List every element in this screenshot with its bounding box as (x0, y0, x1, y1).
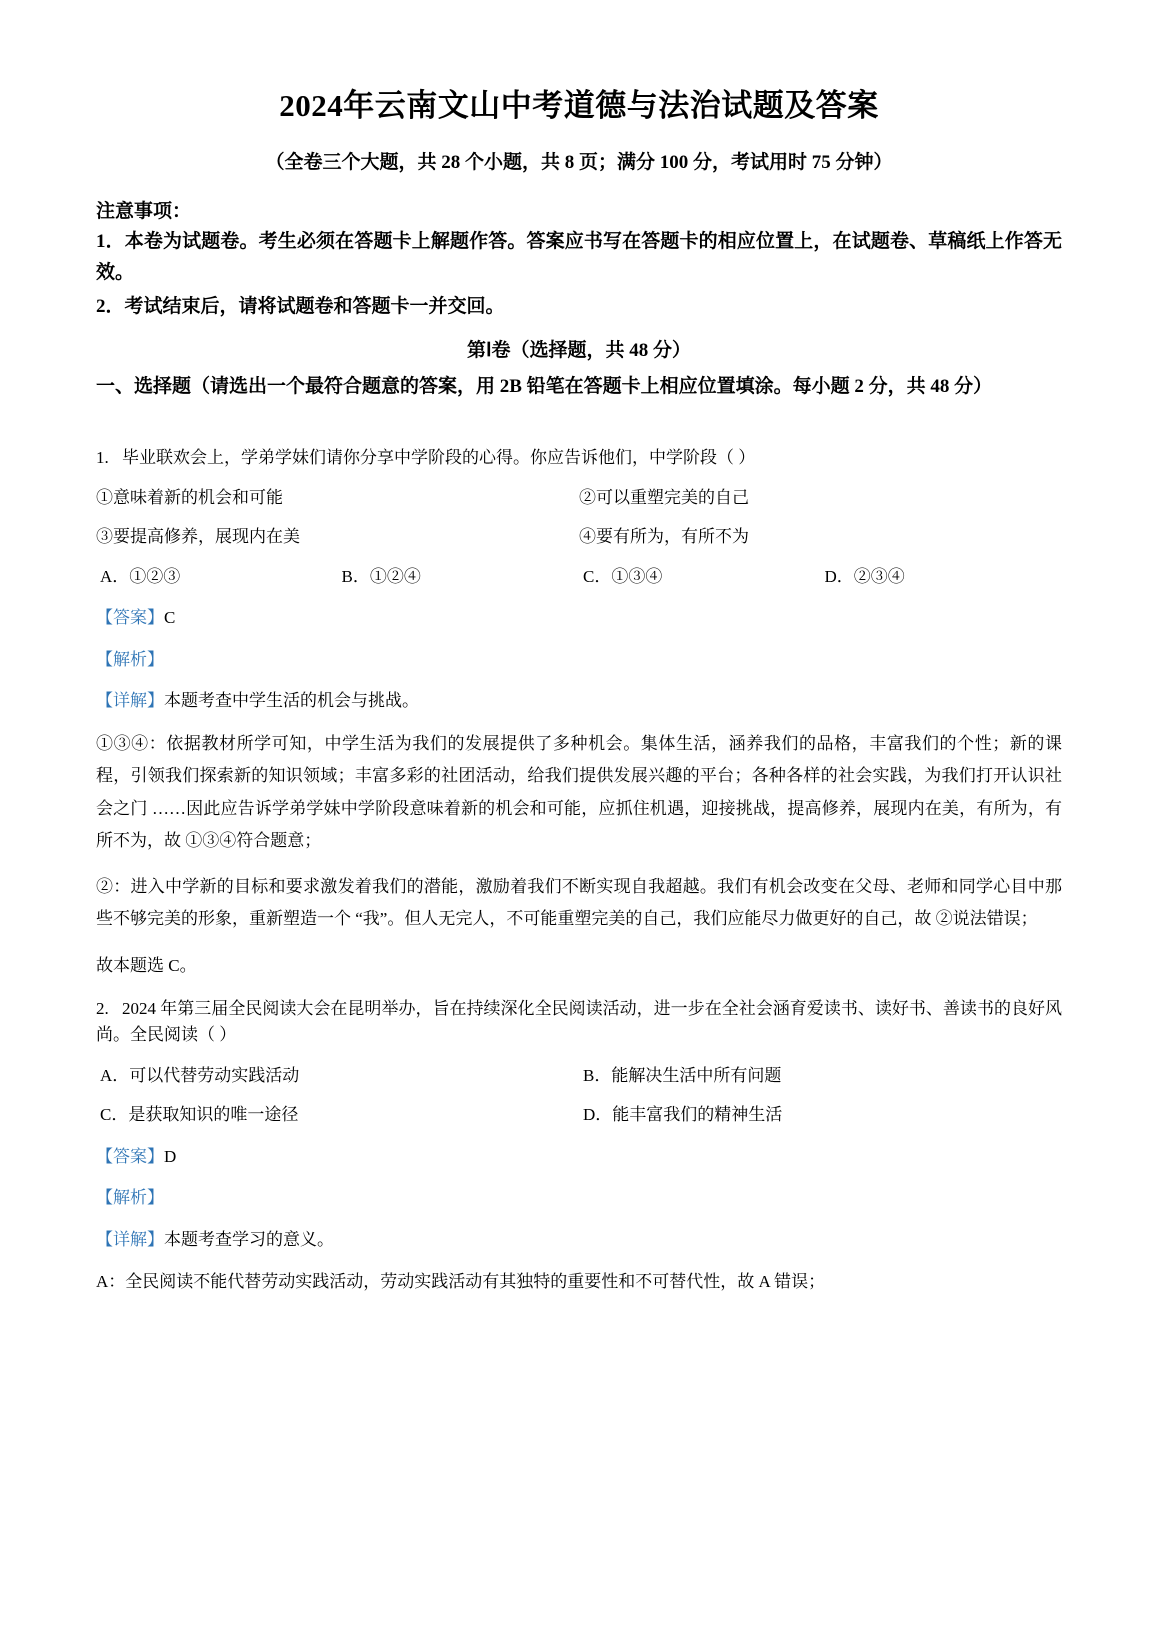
exam-subtitle: （全卷三个大题，共 28 个小题，共 8 页；满分 100 分，考试用时 75 分钟） (265, 152, 893, 174)
question-1-choices (96, 564, 1062, 590)
analysis-paragraph-1-1: ①③④：依据教材所学可知，中学生活为我们的发展提供了多种机会。集体生活，涵养我们的品格，丰富我们的个性；新的课程，引领我们探索新的知识领域；丰富多彩的社团活动，给我们提供发展兴趣的平台；各种各样的社会实践，为我们打开认识社会之门 ……因此应告诉学弟学妹中学阶段意味着新的机会和可能，应抓住机遇，迎接挑战，提高修养，展现内在美，有所为，有所不为，故 ①③④符合题意； (96, 733, 1062, 850)
detail-line-2 (96, 1227, 1062, 1253)
analysis-tag-line-2 (96, 1185, 1062, 1211)
analysis-paragraph-2-1: A：全民阅读不能代替劳动实践活动，劳动实践活动有其独特的重要性和不可替代性，故 A 错误； (96, 1272, 826, 1292)
analysis-tag-2: 【解析】 (96, 1188, 164, 1208)
answer-value-2: D (164, 1146, 177, 1166)
question-stem-1 (96, 445, 1062, 471)
detail-line-1 (96, 688, 1062, 714)
suboption-3: ③要提高修养，展现内在美 (96, 527, 300, 547)
detail-tag-1: 【详解】 (96, 691, 164, 711)
detail-tag-2: 【详解】 (96, 1229, 164, 1249)
choice-d-2: D．能丰富我们的精神生活 (583, 1105, 783, 1125)
analysis-paragraph-1-3: 故本题选 C。 (96, 955, 197, 975)
question-text-2: 2024 年第三届全民阅读大会在昆明举办，旨在持续深化全民阅读活动，进一步在全社会涵育爱读书、读好书、善读书的良好风尚。全民阅读（ ） (96, 999, 1062, 1045)
page-title: 2024年云南文山中考道德与法治试题及答案 (279, 88, 879, 123)
question-2-choices-row-2 (96, 1102, 1062, 1128)
notice-heading: 注意事项： (96, 200, 192, 222)
answer-line-2 (96, 1144, 1062, 1170)
choice-a-2: A．可以代替劳动实践活动 (100, 1065, 300, 1085)
question-stem-2 (96, 996, 1062, 1049)
part-heading: 第Ⅰ卷（选择题，共 48 分） (466, 340, 692, 362)
answer-value-1: C (164, 608, 176, 628)
choice-c-1: C．①③④ (583, 566, 663, 586)
detail-first-2: 本题考查学习的意义。 (164, 1229, 334, 1249)
spacer (96, 403, 1062, 431)
section-heading: 一、选择题（请选出一个最符合题意的答案，用 2B 铅笔在答题卡上相应位置填涂。每小题 2 分，共 48 分） (96, 376, 993, 398)
question-1-suboptions-row-2 (96, 524, 1062, 550)
choice-d-1: D．②③④ (824, 566, 905, 586)
question-number-2: 2. (96, 999, 109, 1018)
choice-b-2: B．能解决生活中所有问题 (583, 1065, 782, 1085)
detail-first-1: 本题考查中学生活的机会与挑战。 (164, 691, 419, 711)
answer-line-1 (96, 605, 1062, 631)
question-text-1: 毕业联欢会上，学弟学妹们请你分享中学阶段的心得。你应告诉他们，中学阶段（ ） (122, 447, 756, 467)
analysis-paragraph-1-2: ②：进入中学新的目标和要求激发着我们的潜能，激励着我们不断实现自我超越。我们有机会改变在父母、老师和同学心目中那些不够完美的形象，重新塑造一个 “我”。但人无完人，不可能重塑完美的自己，我们应能尽力做更好的自己，故 ②说法错误； (96, 877, 1062, 929)
suboption-1: ①意味着新的机会和可能 (96, 487, 283, 507)
question-2-choices-row-1 (96, 1063, 1062, 1089)
answer-tag-1: 【答案】 (96, 608, 164, 628)
choice-b-1: B．①②④ (341, 566, 421, 586)
question-1-suboptions-row-1 (96, 485, 1062, 511)
analysis-tag-1: 【解析】 (96, 649, 164, 669)
choice-c-2: C．是获取知识的唯一途径 (100, 1105, 299, 1125)
suboption-4: ④要有所为，有所不为 (579, 527, 749, 547)
choice-a-1: A．①②③ (100, 566, 181, 586)
question-block-1 (96, 445, 1062, 982)
notice-item-2: 2．考试结束后，请将试题卷和答题卡一并交回。 (96, 296, 505, 318)
question-number-1: 1. (96, 447, 109, 467)
notice-item-1: 1．本卷为试题卷。考生必须在答题卡上解题作答。答案应书写在答题卡的相应位置上，在试题卷、草稿纸上作答无效。 (96, 230, 1062, 283)
answer-tag-2: 【答案】 (96, 1146, 164, 1166)
analysis-tag-line-1 (96, 647, 1062, 673)
question-block-2 (96, 996, 1062, 1298)
suboption-2: ②可以重塑完美的自己 (579, 487, 749, 507)
